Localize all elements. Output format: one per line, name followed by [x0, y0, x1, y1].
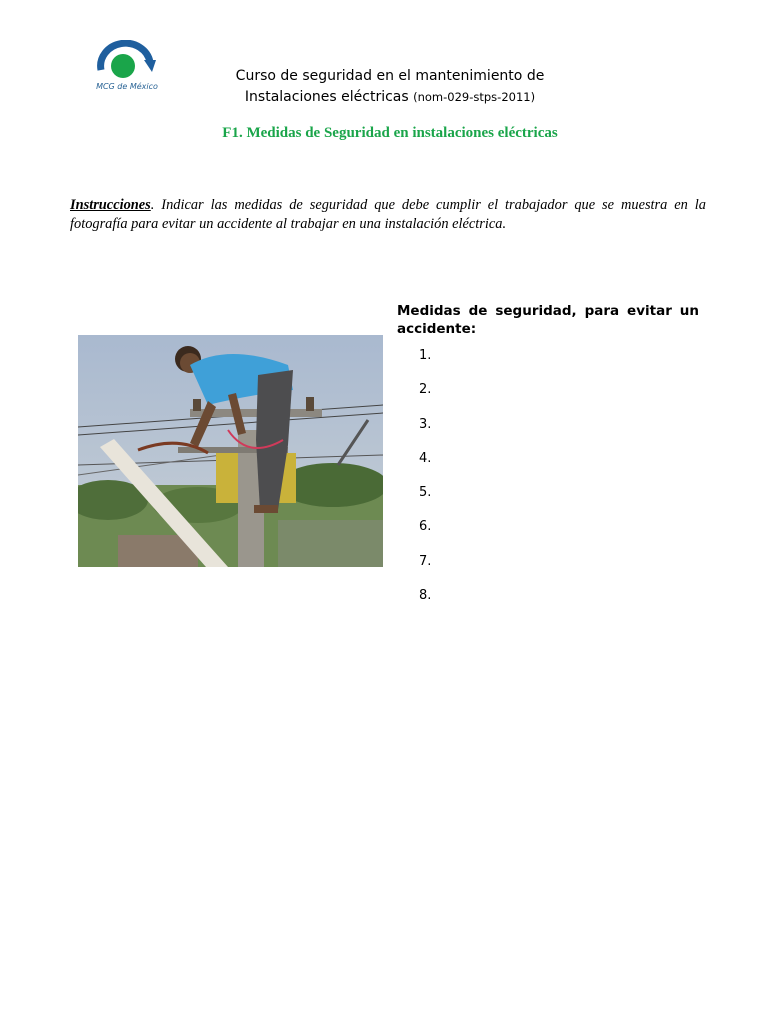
list-item: 7. [419, 553, 432, 569]
safety-measures-section [397, 302, 699, 622]
worker-on-pole-image [78, 335, 383, 567]
worker-photo [78, 335, 383, 567]
title-line-1: Curso de seguridad en el mantenimiento de [235, 68, 545, 84]
list-item: 6. [419, 519, 432, 535]
list-item: 4. [419, 450, 432, 466]
list-item: 5. [419, 485, 432, 501]
document-title [170, 66, 610, 108]
logo-caption: MCG de México [96, 82, 158, 91]
instructions-text: . Indicar las medidas de seguridad que debe cumplir el trabajador que se muestra en la fotografía para evitar un accidente al trabajar en una instalación eléctrica. [70, 197, 706, 232]
list-item: 1. [419, 348, 432, 363]
list-item: 2. [419, 382, 432, 398]
title-main: Instalaciones eléctricas [244, 89, 409, 105]
list-item: 8. [419, 588, 432, 604]
title-code: (nom-029-stps-2011) [413, 90, 536, 104]
safety-measures-list [397, 348, 699, 622]
list-item: 3. [419, 416, 432, 432]
safety-measures-title: Medidas de seguridad, para evitar un accidente: [397, 303, 699, 337]
instructions-paragraph [70, 196, 706, 234]
mcg-logo-icon [92, 40, 162, 86]
title-line-2 [170, 87, 610, 108]
instructions-label: Instrucciones [70, 197, 151, 213]
page-subtitle: F1. Medidas de Seguridad en instalaciones eléctricas [222, 125, 558, 141]
